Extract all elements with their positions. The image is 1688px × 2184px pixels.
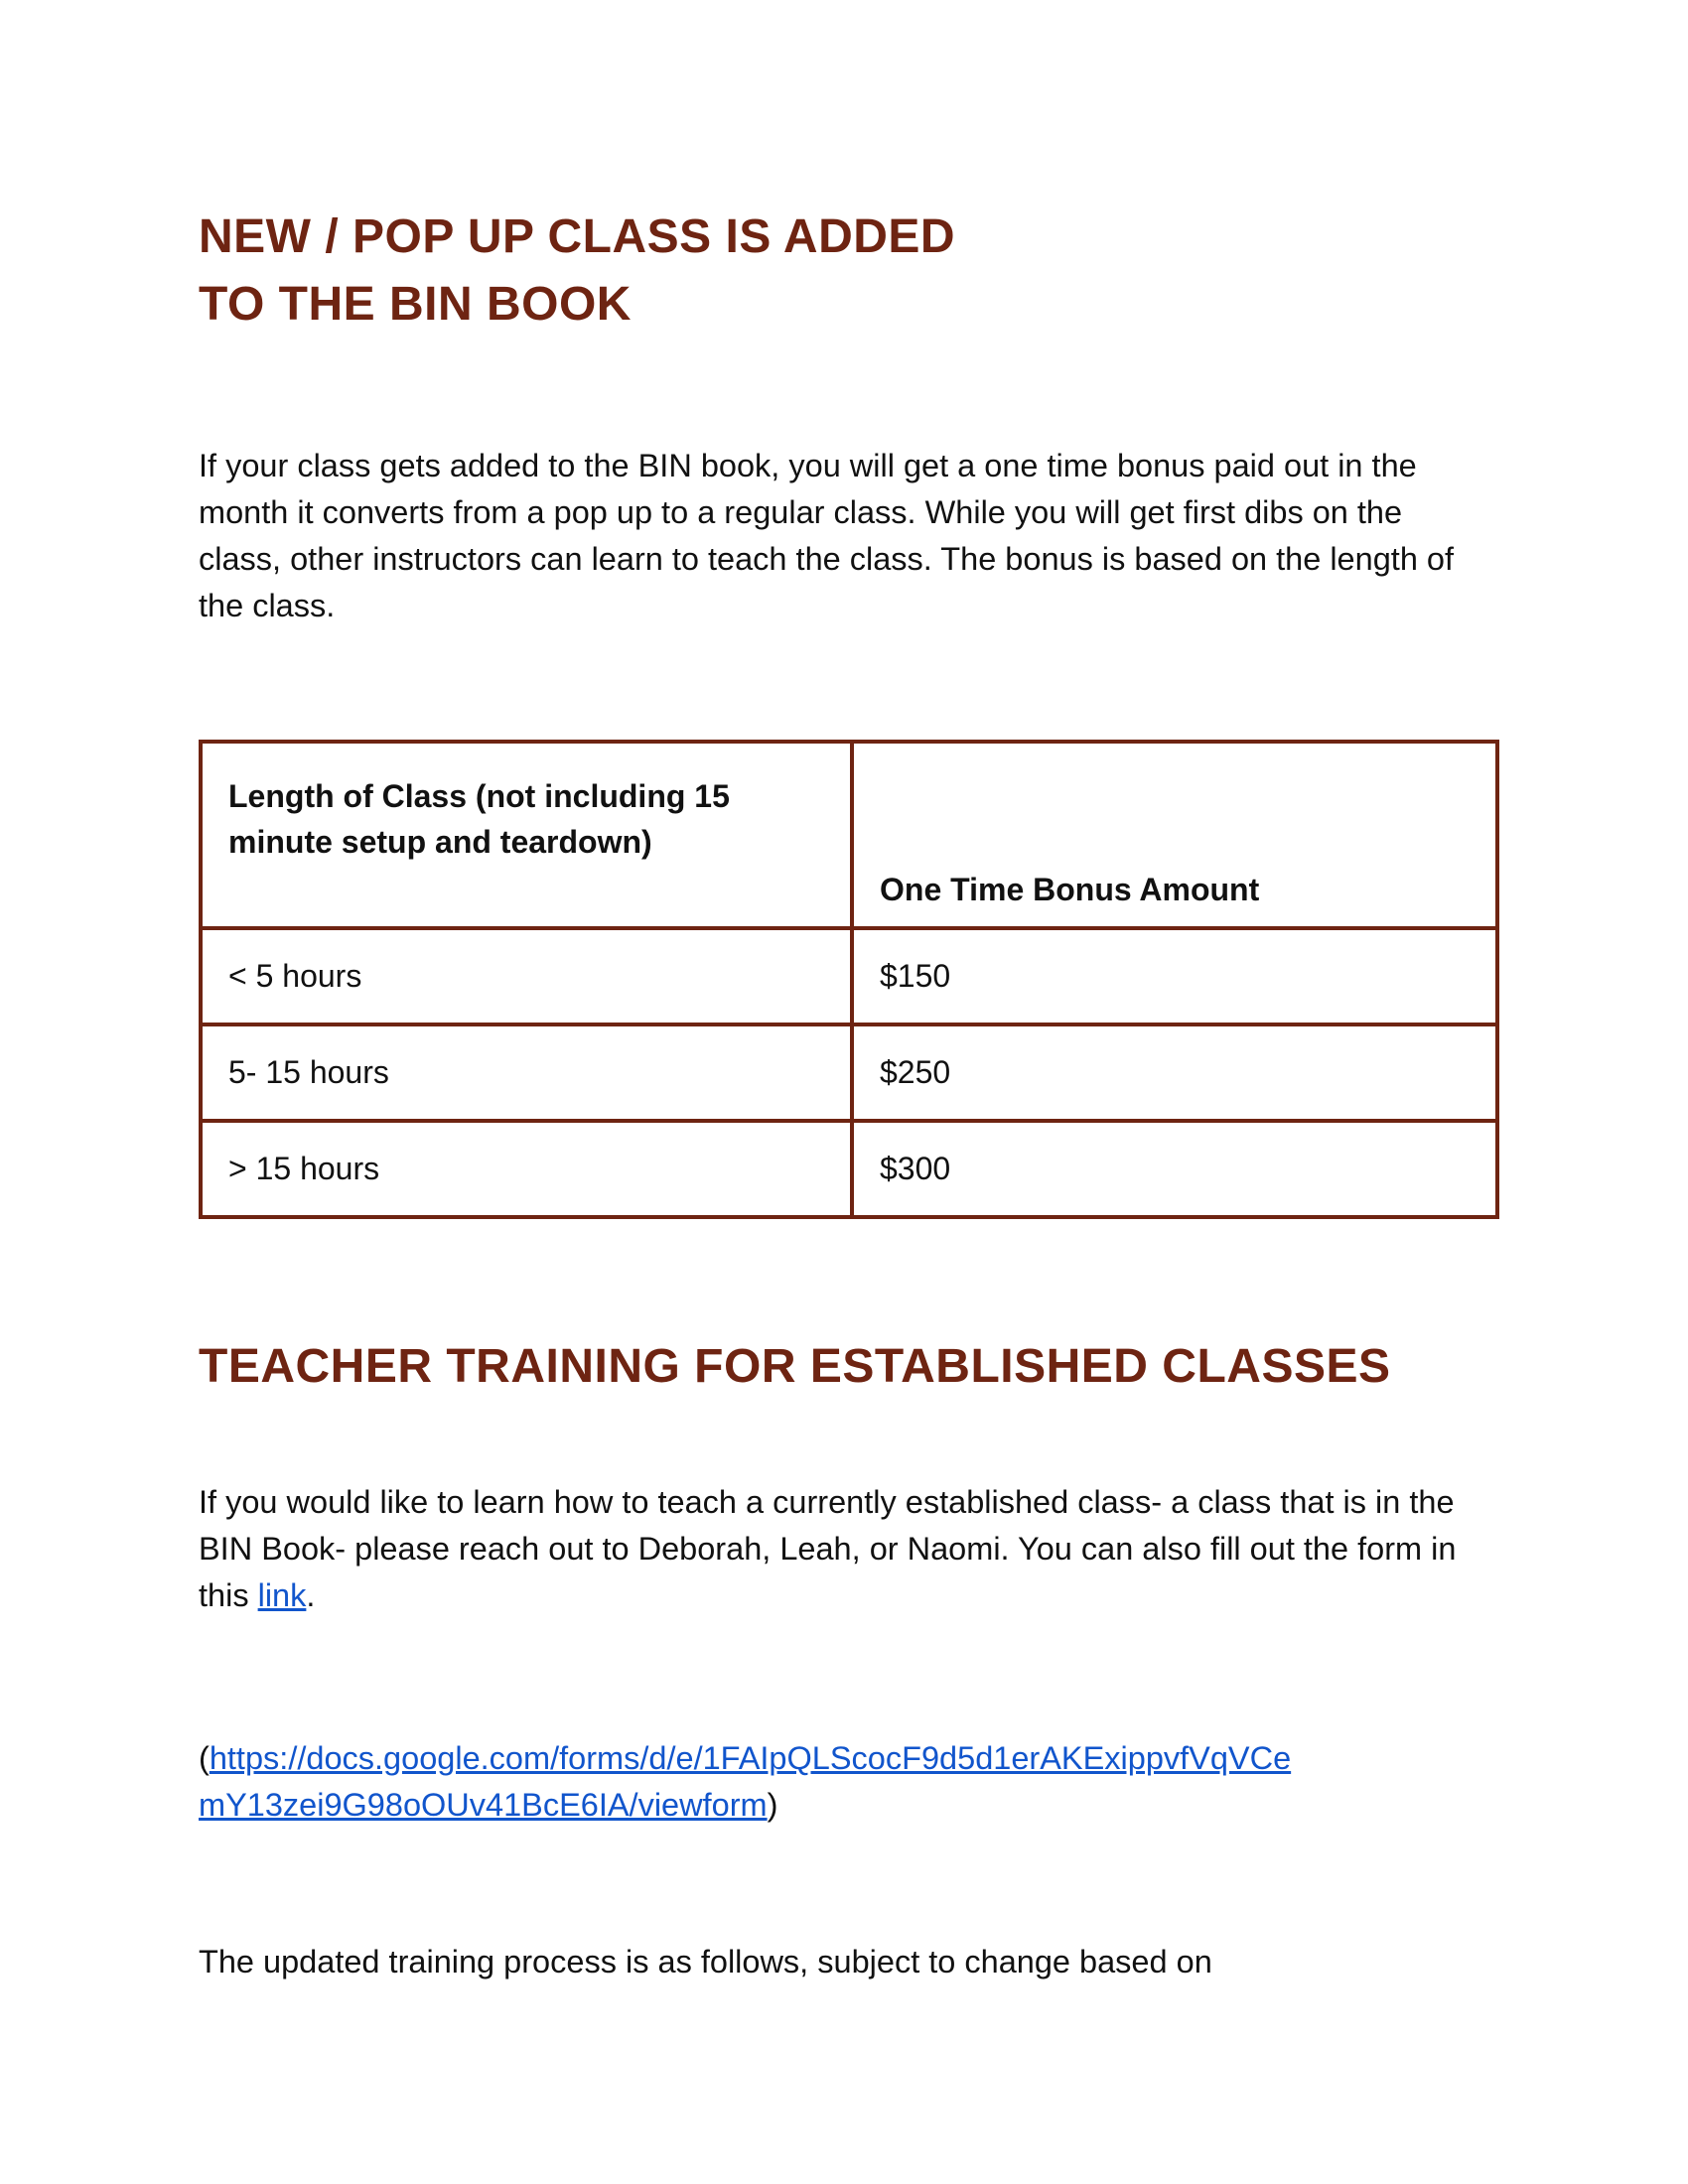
cell-length: < 5 hours (201, 928, 852, 1024)
training-text: If you would like to learn how to teach a currently established class- a class that is in the BIN Book- please reach out to Deborah, Leah, or Naomi. You can also fill out the form in this (199, 1484, 1457, 1613)
heading-line-1: NEW / POP UP CLASS IS ADDED (199, 210, 956, 263)
cell-bonus: $300 (852, 1121, 1497, 1217)
table-header-row (201, 742, 1497, 928)
document-page (199, 0, 1499, 2184)
url-close-paren: ) (767, 1787, 778, 1823)
form-url-link-line2[interactable]: mY13zei9G98oOUv41BcE6IA/viewform (199, 1787, 768, 1823)
training-process-paragraph: The updated training process is as follows, subject to change based on (199, 1944, 1212, 1979)
training-paragraph (199, 1479, 1489, 1619)
cell-bonus: $250 (852, 1024, 1497, 1121)
training-period: . (306, 1577, 316, 1613)
heading-line-2: TO THE BIN BOOK (199, 278, 632, 331)
table-row (201, 1121, 1497, 1217)
header-length-of-class: Length of Class (not including 15 minute setup and teardown) (201, 742, 852, 928)
section-heading-teacher-training: TEACHER TRAINING FOR ESTABLISHED CLASSES (199, 1340, 1391, 1393)
form-url-paragraph (199, 1735, 1489, 1829)
cell-bonus: $150 (852, 928, 1497, 1024)
header-one-time-bonus: One Time Bonus Amount (852, 742, 1497, 928)
table-row (201, 928, 1497, 1024)
form-link[interactable]: link (257, 1577, 307, 1613)
bonus-table (199, 740, 1499, 1219)
section-heading-new-popup-class (199, 204, 955, 339)
cell-length: > 15 hours (201, 1121, 852, 1217)
url-open-paren: ( (199, 1740, 210, 1776)
form-url-link-line1[interactable]: https://docs.google.com/forms/d/e/1FAIpQLScocF9d5d1erAKExippvfVqVCe (209, 1740, 1292, 1776)
bonus-paragraph: If your class gets added to the BIN book, you will get a one time bonus paid out in the month it converts from a pop up to a regular class. While you will get first dibs on the class, other instructors can learn to teach the class. The bonus is based on the length of the class. (199, 448, 1455, 623)
cell-length: 5- 15 hours (201, 1024, 852, 1121)
table-row (201, 1024, 1497, 1121)
